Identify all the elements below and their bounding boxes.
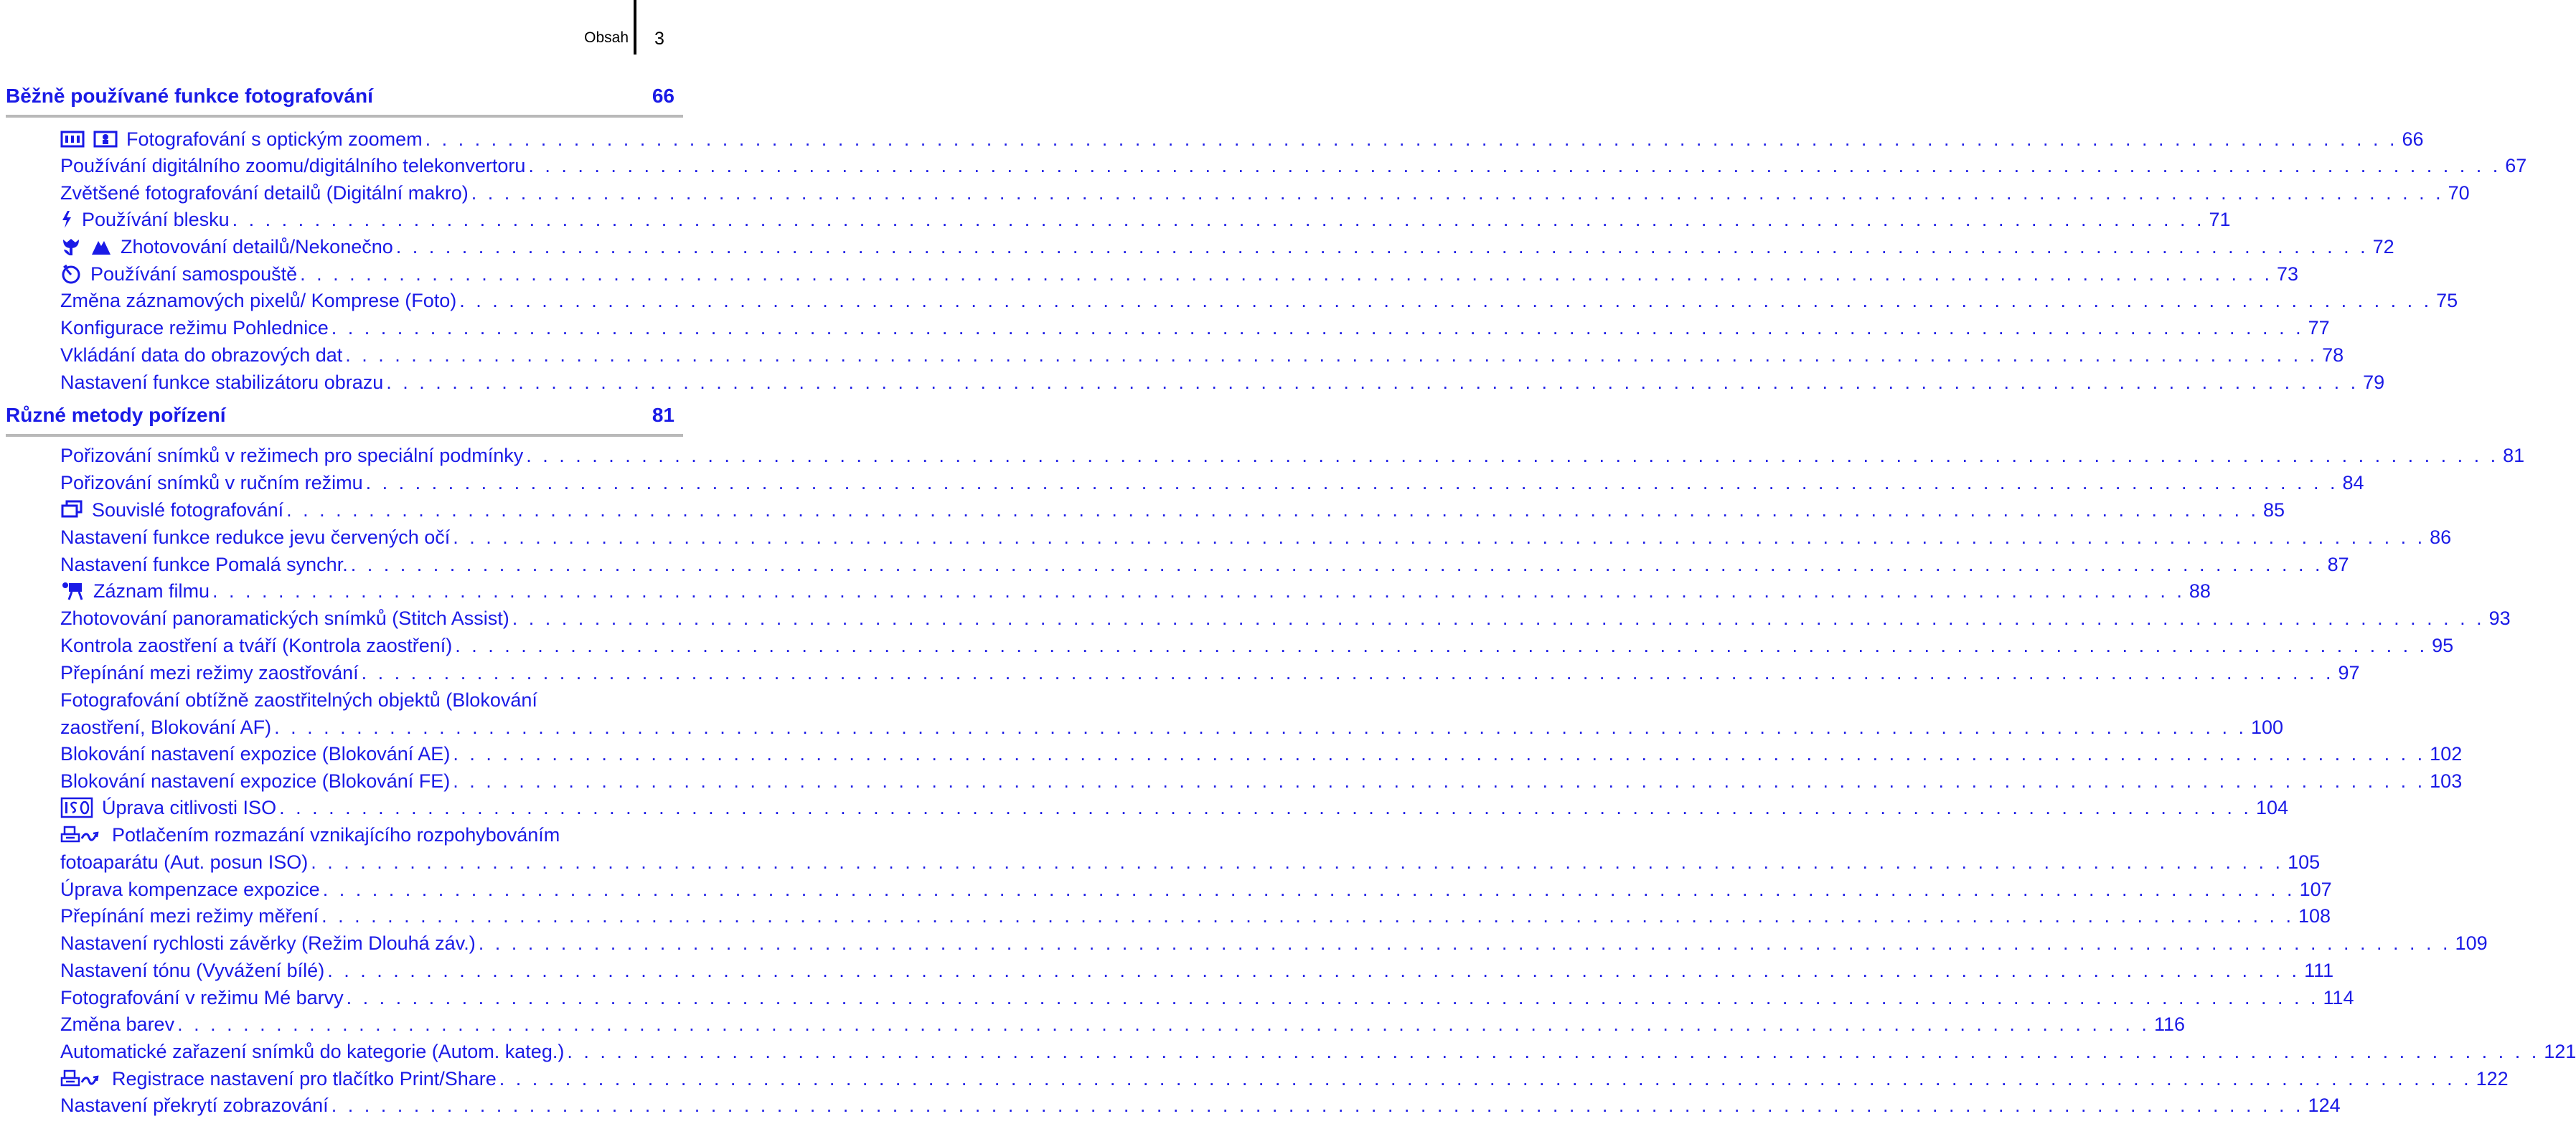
dot-leader: . . . . . . . . . . . . . . . . . . . . . . . . . . . . . . . . . . . . . . . . . . . . . . . . . . . . . . . . . . . . . . . . . . . . . . . . . . . . . . . . . . . . . . . . . . . . . . . . . . . . . . . . . . . . . . . . . . . . . . . . bbox=[274, 717, 2247, 738]
toc-entry-text: Nastavení funkce Pomalá synchr. bbox=[60, 554, 348, 575]
macro-icon bbox=[60, 237, 82, 257]
dot-leader: . . . . . . . . . . . . . . . . . . . . . . . . . . . . . . . . . . . . . . . . . . . . . . . . . . . . . . . . . . . . . . . . . . . . . . . . . . . . . . . . . . . . . . . . . . . . . . . . . . . . . . . . . . . . . . . . . . . . . . . . bbox=[350, 554, 2323, 575]
toc-entry-page: 109 bbox=[2455, 932, 2488, 954]
continuous-shooting-icon bbox=[60, 500, 83, 520]
iso-icon bbox=[60, 797, 93, 818]
toc-entry[interactable] bbox=[60, 930, 2488, 957]
dot-leader: . . . . . . . . . . . . . . . . . . . . . . . . . . . . . . . . . . . . . . . . . . . . . . . . . . . . . . . . . . . . . . . . . . . . . . . . . . . . . . . . . . . . . . . . . . . . . . . . . . . . . . . . . . . . . . . . . . . . . . . . bbox=[455, 635, 2428, 656]
toc-entry[interactable] bbox=[60, 369, 2385, 396]
toc-entry[interactable] bbox=[60, 126, 2424, 153]
toc-entry[interactable] bbox=[60, 659, 2360, 686]
toc-entry-text: Zhotovování panoramatických snímků (Stitch Assist) bbox=[60, 608, 509, 629]
dot-leader: . . . . . . . . . . . . . . . . . . . . . . . . . . . . . . . . . . . . . . . . . . . . . . . . . . . . . . . . . . . . . . . . . . . . . . . . . . . . . . . . . . . . . . . . . . . . . . . . . . . . . . . . . . . . . . . . . . . . . . . . bbox=[499, 1068, 2472, 1090]
toc-entry-page: 87 bbox=[2327, 554, 2349, 575]
dot-leader: . . . . . . . . . . . . . . . . . . . . . . . . . . . . . . . . . . . . . . . . . . . . . . . . . . . . . . . . . . . . . . . . . . . . . . . . . . . . . . . . . . . . . . . . . . . . . . . . . . . . . . . . . . . . . . . . . . . . . . . . bbox=[425, 128, 2398, 150]
toc-entry-page: 75 bbox=[2436, 290, 2458, 311]
dot-leader: . . . . . . . . . . . . . . . . . . . . . . . . . . . . . . . . . . . . . . . . . . . . . . . . . . . . . . . . . . . . . . . . . . . . . . . . . . . . . . . . . . . . . . . . . . . . . . . . . . . . . . . . . . . . . . . . . . . . . . . . bbox=[279, 797, 2252, 818]
toc-entry[interactable] bbox=[60, 632, 2454, 659]
toc-entry-page: 108 bbox=[2298, 905, 2331, 927]
dot-leader: . . . . . . . . . . . . . . . . . . . . . . . . . . . . . . . . . . . . . . . . . . . . . . . . . . . . . . . . . . . . . . . . . . . . . . . . . . . . . . . . . . . . . . . . . . . . . . . . . . . . . . . . . . . . . . . . . . . . . . . . bbox=[331, 317, 2304, 339]
header-label: Obsah bbox=[584, 29, 629, 46]
toc-entry[interactable] bbox=[60, 686, 672, 714]
dot-leader: . . . . . . . . . . . . . . . . . . . . . . . . . . . . . . . . . . . . . . . . . . . . . . . . . . . . . . . . . . . . . . . . . . . . . . . . . . . . . . . . . . . . . . . . . . . . . . . . . . . . . . . . . . . . . . . . . . . . . . . . bbox=[478, 932, 2451, 954]
print-share-icon bbox=[60, 824, 103, 846]
toc-entry-page: 88 bbox=[2189, 580, 2211, 602]
toc-entry-text: Fotografování s optickým zoomem bbox=[126, 128, 423, 150]
toc-entry-text: zaostření, Blokování AF) bbox=[60, 717, 272, 738]
toc-entry-page: 66 bbox=[2402, 128, 2424, 150]
dot-leader: . . . . . . . . . . . . . . . . . . . . . . . . . . . . . . . . . . . . . . . . . . . . . . . . . . . . . . . . . . . . . . . . . . . . . . . . . . . . . . . . . . . . . . . . . . . . . . . . . . . . . . . . . . . . . . . . . . . . . . . . bbox=[512, 608, 2485, 629]
toc-entry-text: Souvislé fotografování bbox=[92, 499, 284, 521]
section-title: Různé metody pořízení bbox=[6, 404, 226, 426]
self-timer-icon bbox=[60, 263, 82, 285]
toc-entry[interactable] bbox=[60, 341, 2344, 369]
toc-entry-page: 121 bbox=[2544, 1041, 2576, 1062]
toc-entry-page: 84 bbox=[2342, 472, 2364, 493]
toc-entry[interactable] bbox=[60, 577, 2211, 605]
toc-entry[interactable] bbox=[60, 152, 2527, 179]
toc-entry-text: Změna záznamových pixelů/ Komprese (Foto) bbox=[60, 290, 457, 311]
toc-entry[interactable] bbox=[60, 1092, 2341, 1119]
toc-entry[interactable] bbox=[60, 1011, 2185, 1038]
toc-entry-text: Registrace nastavení pro tlačítko Print/Share bbox=[112, 1068, 497, 1090]
toc-entry-text: fotoaparátu (Aut. posun ISO) bbox=[60, 851, 309, 873]
dot-leader: . . . . . . . . . . . . . . . . . . . . . . . . . . . . . . . . . . . . . . . . . . . . . . . . . . . . . . . . . . . . . . . . . . . . . . . . . . . . . . . . . . . . . . . . . . . . . . . . . . . . . . . . . . . . . . . . . . . . . . . . bbox=[567, 1041, 2540, 1062]
toc-entry-text: Používání samospouště bbox=[90, 263, 298, 285]
toc-entry-text: Automatické zařazení snímků do kategorie (Autom. kateg.) bbox=[60, 1041, 565, 1062]
toc-entry-text: Přepínání mezi režimy zaostřování bbox=[60, 662, 359, 684]
toc-entry-page: 111 bbox=[2304, 960, 2334, 981]
dot-leader: . . . . . . . . . . . . . . . . . . . . . . . . . . . . . . . . . . . . . . . . . . . . . . . . . . . . . . . . . . . . . . . . . . . . . . . . . . . . . . . . . . . . . . . . . . . . . . . . . . . . . . . . . . . . . . . . . . . . . . . . bbox=[346, 987, 2319, 1008]
dot-leader: . . . . . . . . . . . . . . . . . . . . . . . . . . . . . . . . . . . . . . . . . . . . . . . . . . . . . . . . . . . . . . . . . . . . . . . . . . . . . . . . . . . . . . . . . . . . . . . . . . . . . . . . . . . . . . . . . . . . . . . . bbox=[386, 372, 2359, 393]
toc-entry-page: 81 bbox=[2503, 445, 2525, 466]
toc-entry[interactable] bbox=[60, 821, 672, 849]
toc-entry[interactable] bbox=[60, 605, 2511, 632]
section-page-number: 66 bbox=[652, 85, 674, 107]
toc-entry-page: 78 bbox=[2322, 344, 2344, 366]
dot-leader: . . . . . . . . . . . . . . . . . . . . . . . . . . . . . . . . . . . . . . . . . . . . . . . . . . . . . . . . . . . . . . . . . . . . . . . . . . . . . . . . . . . . . . . . . . . . . . . . . . . . . . . . . . . . . . . . . . . . . . . . bbox=[453, 770, 2426, 792]
toc-entry-page: 97 bbox=[2338, 662, 2360, 684]
toc-entry[interactable] bbox=[60, 957, 2334, 984]
section-heading[interactable] bbox=[6, 83, 683, 118]
toc-entry-text: Konfigurace režimu Pohlednice bbox=[60, 317, 329, 339]
toc-entry-continuation[interactable] bbox=[60, 849, 2321, 876]
toc-entry-page: 103 bbox=[2430, 770, 2463, 792]
section-heading[interactable] bbox=[6, 402, 683, 437]
toc-entry[interactable] bbox=[60, 740, 2463, 767]
dot-leader: . . . . . . . . . . . . . . . . . . . . . . . . . . . . . . . . . . . . . . . . . . . . . . . . . . . . . . . . . . . . . . . . . . . . . . . . . . . . . . . . . . . . . . . . . . . . . . . . . . . . . . . . . . . . . . . . . . . . . . . . bbox=[286, 499, 2260, 521]
dot-leader: . . . . . . . . . . . . . . . . . . . . . . . . . . . . . . . . . . . . . . . . . . . . . . . . . . . . . . . . . . . . . . . . . . . . . . . . . . . . . . . . . . . . . . . . . . . . . . . . . . . . . . . . . . . . . . . . . . . . . . . . bbox=[395, 236, 2369, 257]
toc-entry-page: 107 bbox=[2299, 879, 2332, 900]
toc-entry[interactable] bbox=[60, 496, 2285, 524]
toc-entry[interactable] bbox=[60, 233, 2394, 260]
dot-leader: . . . . . . . . . . . . . . . . . . . . . . . . . . . . . . . . . . . . . . . . . . . . . . . . . . . . . . . . . . . . . . . . . . . . . . . . . . . . . . . . . . . . . . . . . . . . . . . . . . . . . . . . . . . . . . . . . . . . . . . . bbox=[453, 526, 2426, 548]
dot-leader: . . . . . . . . . . . . . . . . . . . . . . . . . . . . . . . . . . . . . . . . . . . . . . . . . . . . . . . . . . . . . . . . . . . . . . . . . . . . . . . . . . . . . . . . . . . . . . . . . . . . . . . . . . . . . . . . . . . . . . . . bbox=[321, 905, 2294, 927]
toc-entry-text: Nastavení tónu (Vyvážení bílé) bbox=[60, 960, 325, 981]
toc-entry[interactable] bbox=[60, 442, 2525, 469]
toc-entry-page: 100 bbox=[2251, 717, 2284, 738]
toc-entry-text: Úprava kompenzace expozice bbox=[60, 879, 320, 900]
toc-entry[interactable] bbox=[60, 794, 2288, 821]
dot-leader: . . . . . . . . . . . . . . . . . . . . . . . . . . . . . . . . . . . . . . . . . . . . . . . . . . . . . . . . . . . . . . . . . . . . . . . . . . . . . . . . . . . . . . . . . . . . . . . . . . . . . . . . . . . . . . . . . . . . . . . . bbox=[331, 1095, 2304, 1116]
dot-leader: . . . . . . . . . . . . . . . . . . . . . . . . . . . . . . . . . . . . . . . . . . . . . . . . . . . . . . . . . . . . . . . . . . . . . . . . . . . . . . . . . . . . . . . . . . . . . . . . . . . . . . . . . . . . . . . . . . . . . . . . bbox=[459, 290, 2432, 311]
toc-entry[interactable] bbox=[60, 206, 2231, 233]
toc-entry-text: Potlačením rozmazání vznikajícího rozpohybováním bbox=[112, 824, 560, 846]
dot-leader: . . . . . . . . . . . . . . . . . . . . . . . . . . . . . . . . . . . . . . . . . . . . . . . . . . . . . . . . . . . . . . . . . . . . . . . . . . . . . . . . . . . . . . . . . . . . . . . . . . . . . . . . . . . . . . . . . . . . . . . . bbox=[453, 743, 2426, 765]
toc-entry-continuation[interactable] bbox=[60, 714, 2284, 741]
dot-leader: . . . . . . . . . . . . . . . . . . . . . . . . . . . . . . . . . . . . . . . . . . . . . . . . . . . . . . . . . . . . . . . . . . . . . . . . . . . . . . . . . . . . . . . . . . . . . . . . . . . . . . . . . . . . . . . . . . . . . . . . bbox=[300, 263, 2273, 285]
dot-leader: . . . . . . . . . . . . . . . . . . . . . . . . . . . . . . . . . . . . . . . . . . . . . . . . . . . . . . . . . . . . . . . . . . . . . . . . . . . . . . . . . . . . . . . . . . . . . . . . . . . . . . . . . . . . . . . . . . . . . . . . bbox=[526, 445, 2499, 466]
toc-entry-text: Nastavení funkce redukce jevu červených očí bbox=[60, 526, 451, 548]
section-page-number: 81 bbox=[652, 404, 674, 426]
toc-entry-text: Kontrola zaostření a tváří (Kontrola zaostření) bbox=[60, 635, 453, 656]
toc-entry[interactable] bbox=[60, 876, 2332, 903]
toc-entry[interactable] bbox=[60, 984, 2354, 1011]
toc-entry-page: 104 bbox=[2255, 797, 2288, 818]
toc-entry-page: 116 bbox=[2153, 1013, 2185, 1035]
toc-entry-text: Blokování nastavení expozice (Blokování AE) bbox=[60, 743, 451, 765]
page-header bbox=[0, 0, 689, 57]
toc-entry-page: 77 bbox=[2308, 317, 2330, 339]
toc-entry[interactable] bbox=[60, 314, 2330, 341]
toc-entry-text: Záznam filmu bbox=[93, 580, 210, 602]
toc-entry[interactable] bbox=[60, 1065, 2509, 1092]
flash-icon bbox=[60, 209, 73, 230]
toc-entry-text: Nastavení překrytí zobrazování bbox=[60, 1095, 329, 1116]
dot-leader: . . . . . . . . . . . . . . . . . . . . . . . . . . . . . . . . . . . . . . . . . . . . . . . . . . . . . . . . . . . . . . . . . . . . . . . . . . . . . . . . . . . . . . . . . . . . . . . . . . . . . . . . . . . . . . . . . . . . . . . . bbox=[322, 879, 2295, 900]
toc-entry[interactable] bbox=[60, 551, 2349, 578]
toc-entry-page: 93 bbox=[2488, 608, 2511, 629]
toc-entry-text: Přepínání mezi režimy měření bbox=[60, 905, 319, 927]
toc-entry[interactable] bbox=[60, 260, 2299, 288]
toc-entry-page: 122 bbox=[2476, 1068, 2509, 1090]
toc-entry-page: 67 bbox=[2505, 155, 2527, 176]
toc-entry-text: Blokování nastavení expozice (Blokování FE) bbox=[60, 770, 451, 792]
header-divider bbox=[634, 0, 636, 55]
toc-entry[interactable] bbox=[60, 287, 2458, 314]
toc-entry[interactable] bbox=[60, 469, 2364, 496]
toc-entry-page: 124 bbox=[2308, 1095, 2341, 1116]
print-share-icon bbox=[60, 1068, 103, 1090]
toc-entry[interactable] bbox=[60, 179, 2470, 207]
toc-entry-text: Nastavení rychlosti závěrky (Režim Dlouhá záv.) bbox=[60, 932, 476, 954]
toc-entry-text: Nastavení funkce stabilizátoru obrazu bbox=[60, 372, 384, 393]
toc-entry-text: Pořizování snímků v ručním režimu bbox=[60, 472, 363, 493]
toc-entry-page: 114 bbox=[2323, 987, 2354, 1008]
movie-icon bbox=[60, 581, 85, 601]
toc-entry-text: Úprava citlivosti ISO bbox=[102, 797, 277, 818]
dot-leader: . . . . . . . . . . . . . . . . . . . . . . . . . . . . . . . . . . . . . . . . . . . . . . . . . . . . . . . . . . . . . . . . . . . . . . . . . . . . . . . . . . . . . . . . . . . . . . . . . . . . . . . . . . . . . . . . . . . . . . . . bbox=[471, 182, 2444, 204]
dot-leader: . . . . . . . . . . . . . . . . . . . . . . . . . . . . . . . . . . . . . . . . . . . . . . . . . . . . . . . . . . . . . . . . . . . . . . . . . . . . . . . . . . . . . . . . . . . . . . . . . . . . . . . . . . . . . . . . . . . . . . . . bbox=[528, 155, 2501, 176]
toc-entry[interactable] bbox=[60, 524, 2452, 551]
page-number: 3 bbox=[654, 29, 664, 49]
infinity-mountain-icon bbox=[90, 237, 112, 257]
toc-entry-page: 72 bbox=[2372, 236, 2394, 257]
toc-entry-page: 85 bbox=[2263, 499, 2285, 521]
toc-entry-page: 70 bbox=[2448, 182, 2470, 204]
toc-entry-text: Fotografování obtížně zaostřitelných objektů (Blokování bbox=[60, 689, 537, 711]
dot-leader: . . . . . . . . . . . . . . . . . . . . . . . . . . . . . . . . . . . . . . . . . . . . . . . . . . . . . . . . . . . . . . . . . . . . . . . . . . . . . . . . . . . . . . . . . . . . . . . . . . . . . . . . . . . . . . . . . . . . . . . . bbox=[232, 209, 2205, 230]
dot-leader: . . . . . . . . . . . . . . . . . . . . . . . . . . . . . . . . . . . . . . . . . . . . . . . . . . . . . . . . . . . . . . . . . . . . . . . . . . . . . . . . . . . . . . . . . . . . . . . . . . . . . . . . . . . . . . . . . . . . . . . . bbox=[365, 472, 2338, 493]
toc-entry-text: Používání digitálního zoomu/digitálního telekonvertoru bbox=[60, 155, 526, 176]
toc-entry-page: 79 bbox=[2363, 372, 2385, 393]
toc-entry[interactable] bbox=[60, 902, 2331, 930]
toc-entry[interactable] bbox=[60, 767, 2463, 795]
toc-entry-page: 102 bbox=[2430, 743, 2463, 765]
toc-entry-text: Používání blesku bbox=[82, 209, 230, 230]
toc-entry-page: 95 bbox=[2432, 635, 2454, 656]
toc-entry-text: Pořizování snímků v režimech pro speciální podmínky bbox=[60, 445, 524, 466]
toc-entry-page: 71 bbox=[2209, 209, 2231, 230]
toc-entry-page: 105 bbox=[2288, 851, 2321, 873]
zoom-wide-icon bbox=[60, 129, 85, 149]
toc-entry-text: Zvětšené fotografování detailů (Digitální makro) bbox=[60, 182, 469, 204]
toc-entry-text: Fotografování v režimu Mé barvy bbox=[60, 987, 344, 1008]
toc-entry-text: Změna barev bbox=[60, 1013, 175, 1035]
toc-entry-page: 86 bbox=[2430, 526, 2452, 548]
dot-leader: . . . . . . . . . . . . . . . . . . . . . . . . . . . . . . . . . . . . . . . . . . . . . . . . . . . . . . . . . . . . . . . . . . . . . . . . . . . . . . . . . . . . . . . . . . . . . . . . . . . . . . . . . . . . . . . . . . . . . . . . bbox=[327, 960, 2300, 981]
section-title: Běžně používané funkce fotografování bbox=[6, 85, 373, 107]
zoom-tele-icon bbox=[93, 129, 118, 149]
dot-leader: . . . . . . . . . . . . . . . . . . . . . . . . . . . . . . . . . . . . . . . . . . . . . . . . . . . . . . . . . . . . . . . . . . . . . . . . . . . . . . . . . . . . . . . . . . . . . . . . . . . . . . . . . . . . . . . . . . . . . . . . bbox=[361, 662, 2334, 684]
dot-leader: . . . . . . . . . . . . . . . . . . . . . . . . . . . . . . . . . . . . . . . . . . . . . . . . . . . . . . . . . . . . . . . . . . . . . . . . . . . . . . . . . . . . . . . . . . . . . . . . . . . . . . . . . . . . . . . . . . . . . . . . bbox=[212, 580, 2185, 602]
toc-entry[interactable] bbox=[60, 1038, 2576, 1065]
dot-leader: . . . . . . . . . . . . . . . . . . . . . . . . . . . . . . . . . . . . . . . . . . . . . . . . . . . . . . . . . . . . . . . . . . . . . . . . . . . . . . . . . . . . . . . . . . . . . . . . . . . . . . . . . . . . . . . . . . . . . . . . bbox=[311, 851, 2284, 873]
dot-leader: . . . . . . . . . . . . . . . . . . . . . . . . . . . . . . . . . . . . . . . . . . . . . . . . . . . . . . . . . . . . . . . . . . . . . . . . . . . . . . . . . . . . . . . . . . . . . . . . . . . . . . . . . . . . . . . . . . . . . . . . bbox=[345, 344, 2318, 366]
dot-leader: . . . . . . . . . . . . . . . . . . . . . . . . . . . . . . . . . . . . . . . . . . . . . . . . . . . . . . . . . . . . . . . . . . . . . . . . . . . . . . . . . . . . . . . . . . . . . . . . . . . . . . . . . . . . . . . . . . . . . . . . bbox=[177, 1013, 2150, 1035]
toc-entry-text: Vkládání data do obrazových dat bbox=[60, 344, 343, 366]
toc-entry-text: Zhotovování detailů/Nekonečno bbox=[121, 236, 393, 257]
toc-entry-page: 73 bbox=[2277, 263, 2299, 285]
